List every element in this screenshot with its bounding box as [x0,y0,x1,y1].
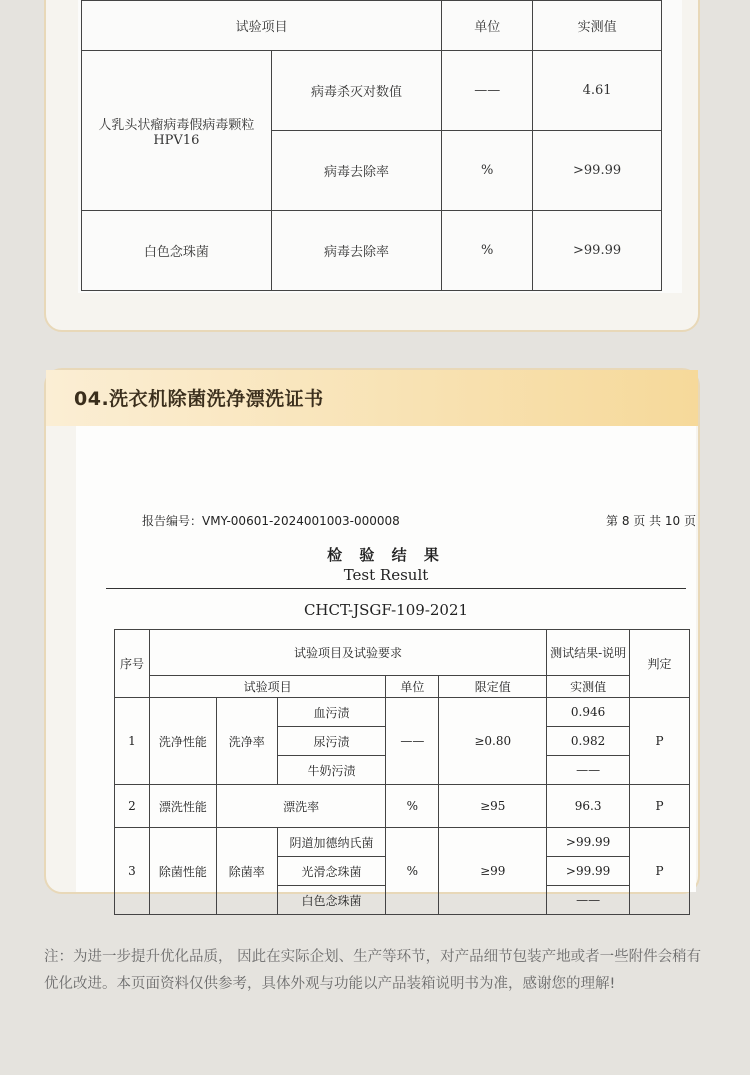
table-cell: 洗净性能 [149,698,216,785]
header-measured: 实测值 [547,676,630,698]
certificate-document-1 [78,0,682,293]
footnote: 注：为进一步提升优化品质， 因此在实际企划、生产等环节，对产品细节包装产地或者一些附件会稍有优化改进。本页面资料仅供参考，具体外观与功能以产品装箱说明书为准，感谢您的理解! [44,949,702,992]
table-cell: —— [386,698,439,785]
table-cell: % [442,211,533,291]
table-cell: 血污渍 [277,698,386,727]
header-unit: 单位 [442,1,533,51]
table-cell: 光滑念珠菌 [277,857,386,886]
table-cell: 漂洗性能 [149,785,216,828]
table-cell: ≥95 [439,785,547,828]
certificate-document-2 [76,426,696,908]
report-number: 报告编号：VMY-00601-2024001003-000008 [142,514,400,528]
header-value: 实测值 [533,1,662,51]
header-result: 测试结果-说明 [547,630,630,676]
table-cell: 除菌率 [216,828,277,915]
table-cell: ≥0.80 [439,698,547,785]
table-cell: 洗净率 [216,698,277,785]
table-cell: >99.99 [547,828,630,857]
table-cell: 2 [115,785,150,828]
header-unit: 单位 [386,676,439,698]
table-cell: % [442,131,533,211]
table-cell: —— [442,51,533,131]
virus-test-table [81,0,662,291]
table-cell: >99.99 [533,211,662,291]
result-title-en: Test Result [343,566,429,584]
table-cell: 0.982 [547,727,630,756]
table-cell: 牛奶污渍 [277,756,386,785]
table-cell: P [630,785,690,828]
hpv-name-line1: 人乳头状瘤病毒假病毒颗粒 [98,117,255,133]
table-cell: 阴道加德纳氏菌 [277,828,386,857]
table-cell: 4.61 [533,51,662,131]
table-cell: —— [547,756,630,785]
table-cell: 除菌性能 [149,828,216,915]
table-cell: >99.99 [533,131,662,211]
hpv-group-name [82,51,272,211]
table-cell: ≥99 [439,828,547,915]
table-cell: 1 [115,698,150,785]
header-limit: 限定值 [439,676,547,698]
table-cell: 病毒去除率 [271,131,442,211]
divider [106,588,686,589]
header-seq: 序号 [115,630,150,698]
table-cell: 0.946 [547,698,630,727]
table-cell: P [630,828,690,915]
table-cell: 病毒去除率 [271,211,442,291]
candida-group-name: 白色念珠菌 [82,211,272,291]
page-info: 第 8 页 共 10 页 [606,514,696,528]
header-judge: 判定 [630,630,690,698]
standard-code: CHCT-JSGF-109-2021 [303,601,469,619]
section-header [46,370,698,426]
certificate-card-2 [44,368,700,908]
table-cell: 病毒杀灭对数值 [271,51,442,131]
table-cell: % [386,828,439,915]
table-cell: —— [547,886,630,915]
table-cell: 96.3 [547,785,630,828]
table-cell: >99.99 [547,857,630,886]
table-cell: 尿污渍 [277,727,386,756]
table-cell: 漂洗率 [216,785,386,828]
table-cell: P [630,698,690,785]
table-cell: 白色念珠菌 [277,886,386,915]
table-cell: % [386,785,439,828]
result-title-cn: 检 验 结 果 [327,546,445,564]
table-cell: 3 [115,828,150,915]
header-items: 试验项目及试验要求 [149,630,546,676]
certificate-card-1 [44,0,700,332]
hpv-name-line2: HPV16 [153,132,200,148]
header-test-item: 试验项目 [82,1,442,51]
wash-test-table [114,629,690,915]
header-item: 试验项目 [149,676,385,698]
section-title: 04.洗衣机除菌洗净漂洗证书 [74,388,324,410]
